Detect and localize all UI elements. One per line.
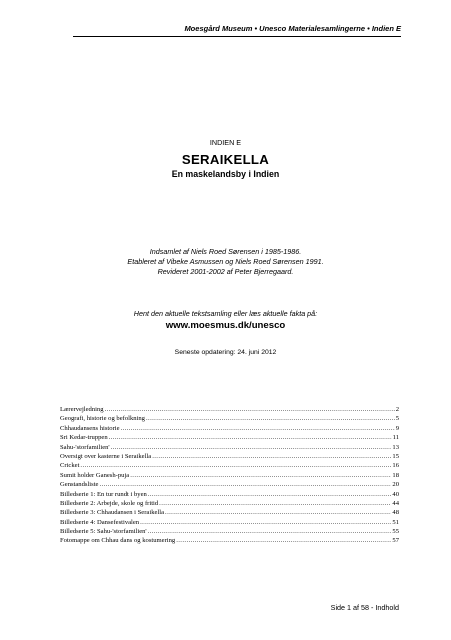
toc-entry-label: Sri Kedar-truppen [60,434,108,442]
toc-entry-label: Oversigt over kasterne i Seraikella [60,452,152,460]
toc-entry-label: Chhaudansens historie [60,424,120,432]
toc-entry-page: 40 [392,490,399,498]
page-footer: Side 1 af 58 - Indhold [330,603,399,612]
toc-entry[interactable] [60,480,399,489]
toc-entry[interactable] [60,424,399,433]
toc-entry-label: Billedserie 4: Dansefestivalen [60,518,140,526]
toc-leader-dots [165,508,391,517]
toc-entry-label: Billedserie 3: Chhaudansen i Seraikella [60,509,165,517]
toc-entry[interactable] [60,490,399,499]
toc-entry-page: 5 [395,415,399,423]
toc-leader-dots [152,452,391,461]
toc-entry-page: 55 [392,528,399,536]
toc-entry-label: Billedserie 1: En tur rundt i byen [60,490,147,498]
toc-entry-page: 48 [392,509,399,517]
toc-entry[interactable] [60,518,399,527]
toc-leader-dots [148,490,392,499]
toc-leader-dots [176,536,391,545]
toc-leader-dots [148,527,392,536]
toc-leader-dots [109,433,392,442]
page-header: Moesgård Museum • Unesco Materialesamlingerne • Indien E [73,22,401,37]
toc-entry[interactable] [60,452,399,461]
toc-entry-label: Genstandsliste [60,481,99,489]
credit-line: Revideret 2001-2002 af Peter Bjerregaard. [157,267,294,276]
toc-entry-page: 44 [392,499,399,507]
document-subtitle: En maskelandsby i Indien [171,169,280,179]
toc-entry[interactable] [60,508,399,517]
document-title: SERAIKELLA [181,152,270,167]
toc-entry-label: Cricket [60,462,80,470]
toc-entry[interactable] [60,536,399,545]
toc-entry[interactable] [60,471,399,480]
toc-entry-page: 20 [392,481,399,489]
toc-entry-page: 51 [392,518,399,526]
toc-leader-dots [130,471,391,480]
toc-entry[interactable] [60,405,399,414]
toc-entry[interactable] [60,499,399,508]
series-label: INDIEN E [209,138,242,147]
table-of-contents [60,405,399,546]
toc-entry-page: 13 [392,443,399,451]
toc-leader-dots [146,414,395,423]
toc-entry-label: Lærervejledning [60,406,104,413]
credits [0,247,451,277]
toc-leader-dots [111,443,392,452]
toc-entry-page: 18 [392,471,399,479]
download-note: Hent den aktuelle tekstsamling eller læs aktuelle fakta på: [133,309,318,318]
toc-entry[interactable] [60,414,399,423]
toc-leader-dots [159,499,391,508]
toc-leader-dots [105,405,395,414]
toc-entry-label: Sahu-'storfamilien' [60,443,110,451]
toc-leader-dots [80,461,391,470]
toc-entry-page: 15 [392,452,399,460]
credit-line: Indsamlet af Niels Roed Sørensen i 1985-1986. [149,247,302,256]
toc-entry-label: Fotomappe om Chhau dans og kostumering [60,537,176,545]
credit-line: Etableret af Vibeke Asmussen og Niels Roed Sørensen 1991. [127,257,324,266]
toc-entry[interactable] [60,443,399,452]
toc-entry-label: Billedserie 5: Sahu-'storfamilien' [60,528,147,536]
website-link[interactable]: www.moesmus.dk/unesco [165,320,286,331]
toc-entry-label: Geografi, historie og befolkning [60,415,145,423]
toc-entry-label: Sumit holder Ganesh-puja [60,471,130,479]
toc-entry[interactable] [60,461,399,470]
toc-entry-page: 11 [392,434,399,442]
toc-entry-label: Billedserie 2: Arbejde, skole og fritid [60,499,159,507]
toc-entry-page: 2 [395,406,399,413]
toc-entry-page: 57 [392,537,399,545]
toc-entry-page: 16 [392,462,399,470]
toc-entry[interactable] [60,527,399,536]
last-updated: Seneste opdatering: 24. juni 2012 [174,349,277,356]
toc-entry[interactable] [60,433,399,442]
toc-entry-page: 9 [395,424,399,432]
toc-leader-dots [140,518,391,527]
toc-leader-dots [99,480,391,489]
toc-leader-dots [121,424,395,433]
